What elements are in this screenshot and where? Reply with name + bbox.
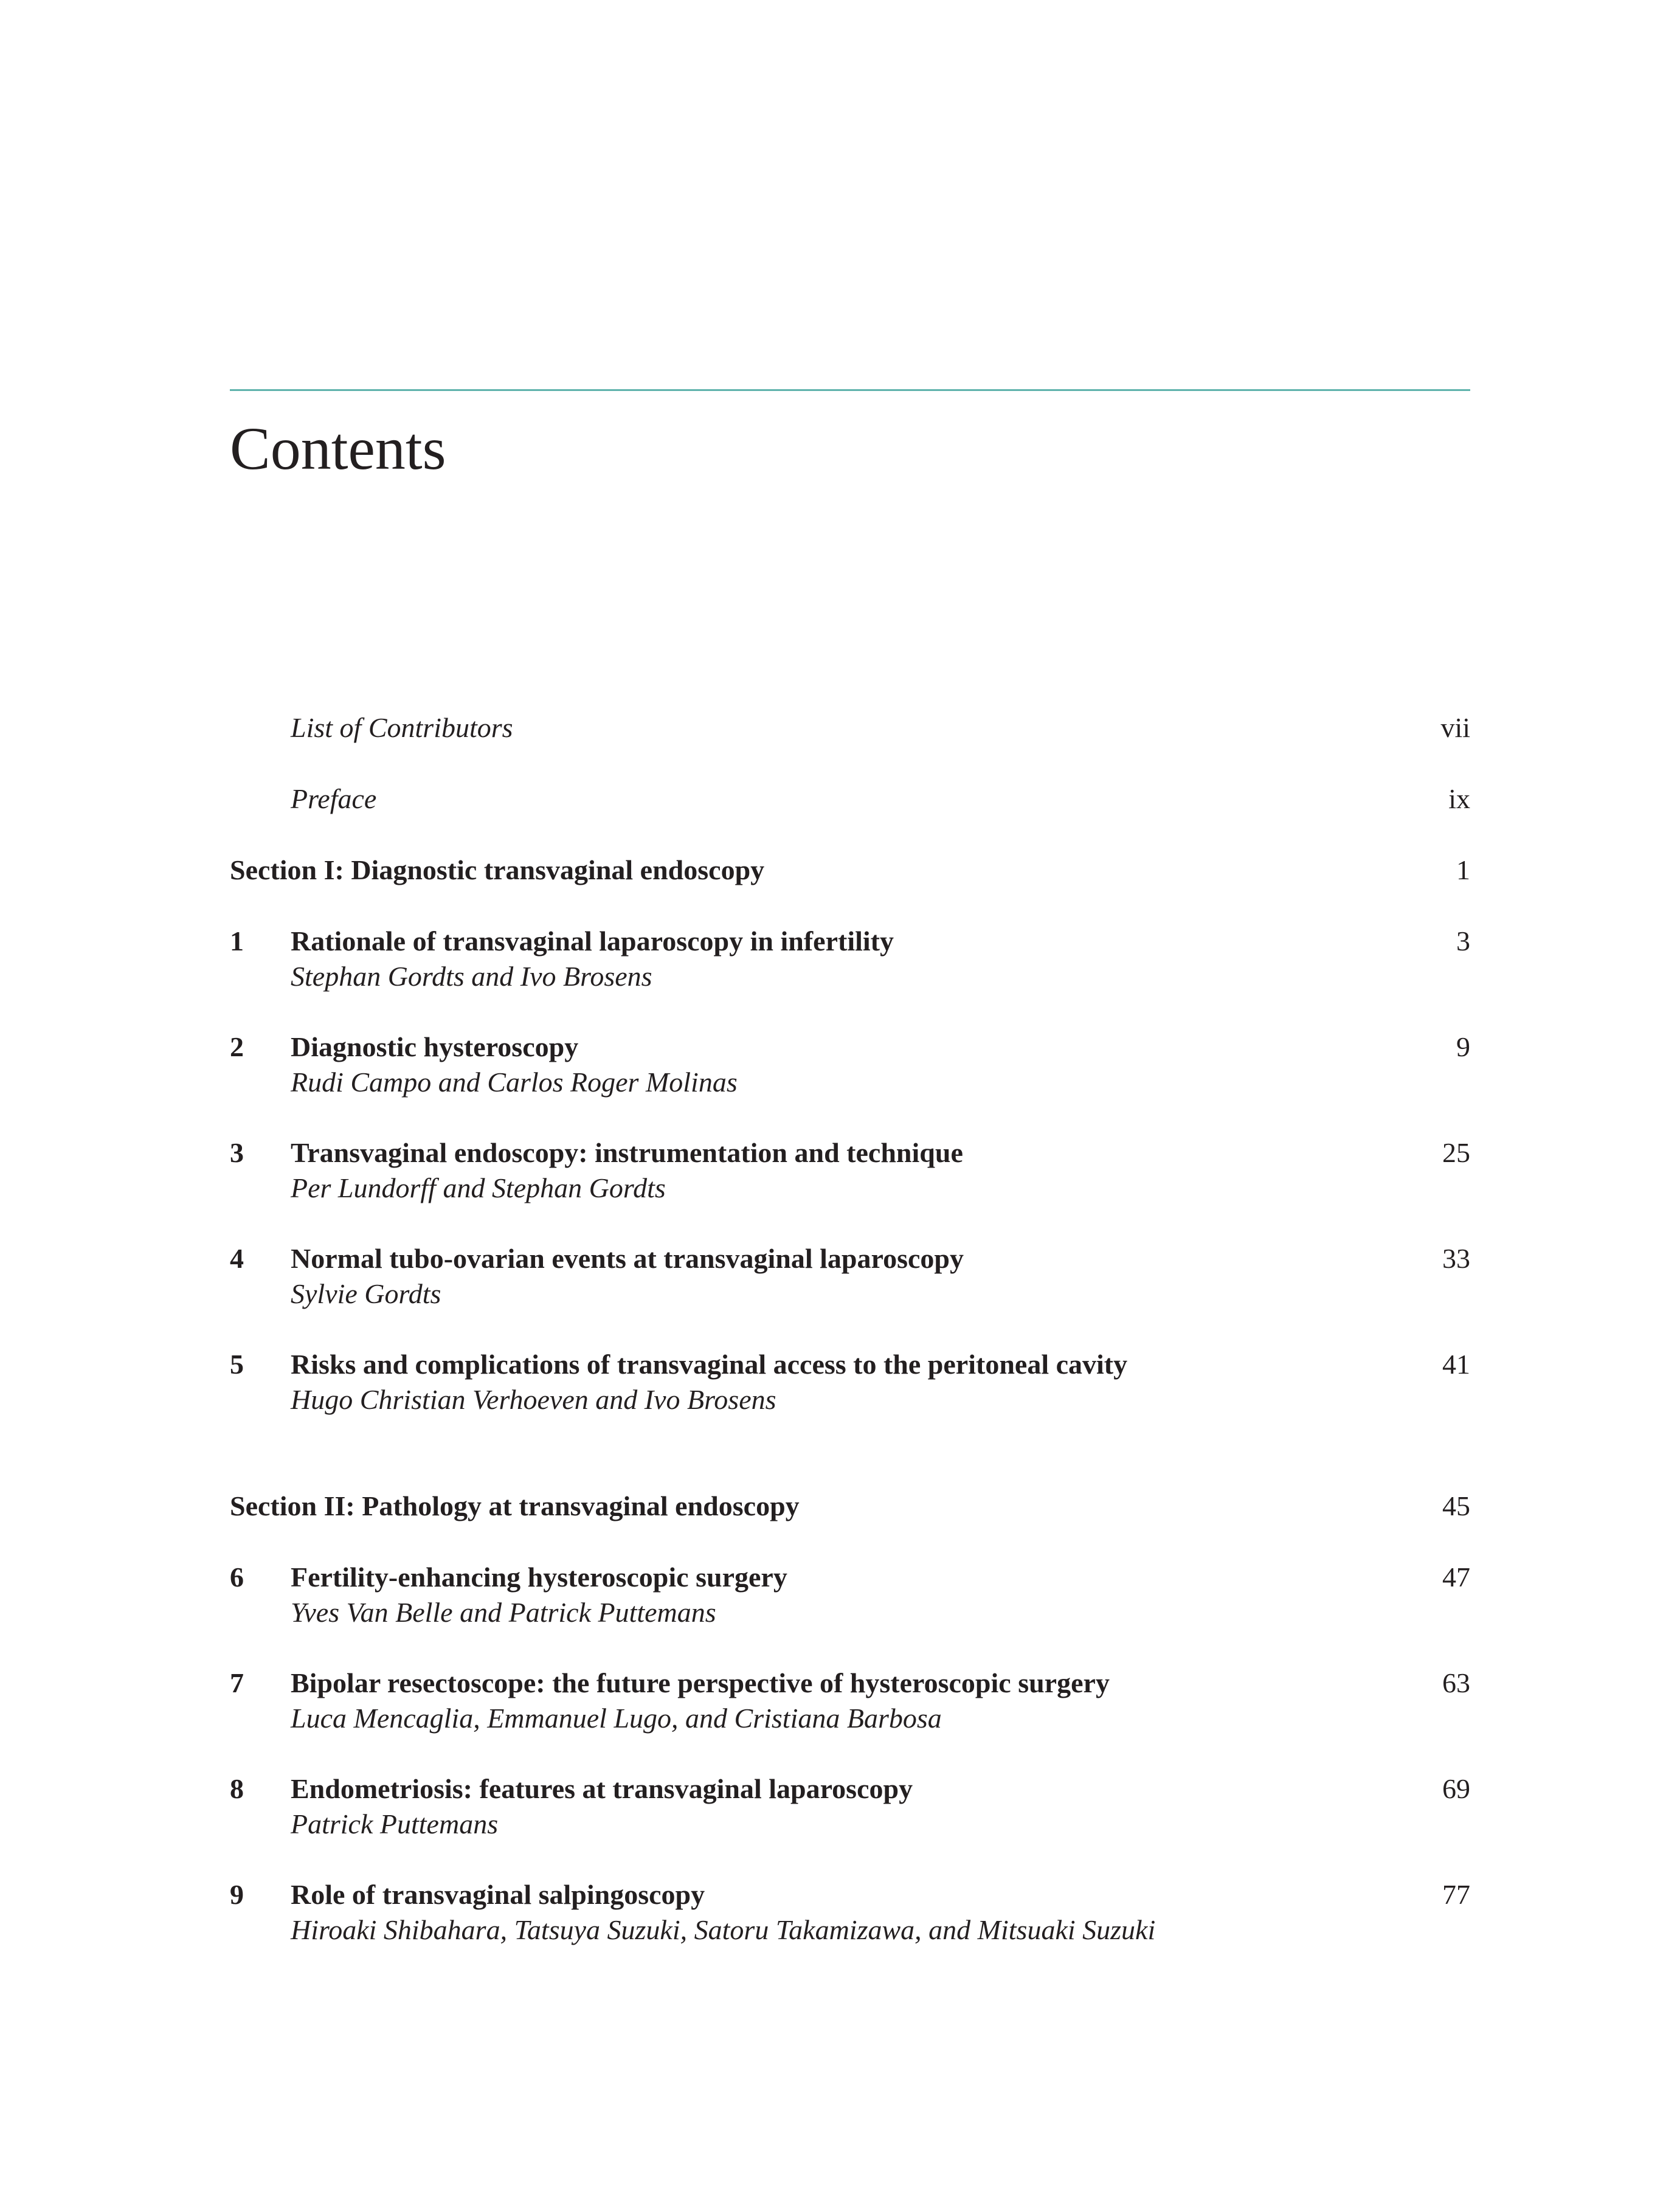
chapter-number: 6 [230,1562,244,1593]
toc-chapter-5 [230,1347,1470,1426]
chapter-authors: Per Lundorff and Stephan Gordts [291,1172,666,1203]
toc-page-number: 25 [1442,1137,1470,1168]
toc-page-number: 3 [1456,926,1470,957]
toc-entry-title: List of Contributors [291,712,513,743]
toc-chapter-9 [230,1877,1470,1956]
toc-page-number: 45 [1442,1490,1470,1521]
chapter-title: Bipolar resectoscope: the future perspective of hysteroscopic surgery [291,1667,1110,1698]
chapter-number: 3 [230,1137,244,1168]
chapter-title: Normal tubo-ovarian events at transvaginal laparoscopy [291,1243,964,1274]
toc-page-number: 9 [1456,1031,1470,1062]
chapter-authors: Luca Mencaglia, Emmanuel Lugo, and Cristiana Barbosa [291,1703,942,1734]
toc-page-number: 77 [1442,1879,1470,1910]
toc-chapter-7 [230,1666,1470,1745]
toc-chapter-3 [230,1135,1470,1214]
toc-page-number: 33 [1442,1243,1470,1274]
toc-chapter-6 [230,1560,1470,1639]
section-title: Section I: Diagnostic transvaginal endoscopy [230,854,765,885]
toc-page-number: 47 [1442,1562,1470,1593]
chapter-authors: Sylvie Gordts [291,1278,441,1309]
chapter-title: Role of transvaginal salpingoscopy [291,1879,705,1910]
toc-front-matter-contributors [230,710,1470,789]
toc-chapter-4 [230,1241,1470,1320]
toc-page-number: 1 [1456,854,1470,885]
chapter-title: Fertility-enhancing hysteroscopic surgery [291,1562,787,1593]
chapter-authors: Stephan Gordts and Ivo Brosens [291,961,652,992]
chapter-title: Rationale of transvaginal laparoscopy in infertility [291,926,894,957]
toc-page-number: 41 [1442,1349,1470,1380]
page-title: Contents [230,415,446,482]
chapter-number: 4 [230,1243,244,1274]
chapter-authors: Yves Van Belle and Patrick Puttemans [291,1597,716,1628]
chapter-authors: Hugo Christian Verhoeven and Ivo Brosens [291,1384,776,1415]
chapter-authors: Rudi Campo and Carlos Roger Molinas [291,1067,738,1098]
chapter-number: 5 [230,1349,244,1380]
chapter-title: Endometriosis: features at transvaginal laparoscopy [291,1773,913,1804]
chapter-number: 9 [230,1879,244,1910]
toc-chapter-1 [230,924,1470,1003]
chapter-authors: Patrick Puttemans [291,1808,499,1839]
chapter-number: 1 [230,926,244,957]
toc-page-number: 63 [1442,1667,1470,1698]
chapter-title: Risks and complications of transvaginal access to the peritoneal cavity [291,1349,1128,1380]
chapter-title: Transvaginal endoscopy: instrumentation and technique [291,1137,963,1168]
toc-chapter-8 [230,1771,1470,1850]
toc-section-1-heading [230,853,1470,932]
toc-entry-title: Preface [291,783,377,814]
toc-chapter-2 [230,1029,1470,1109]
chapter-title: Diagnostic hysteroscopy [291,1031,579,1062]
chapter-number: 2 [230,1031,244,1062]
toc-front-matter-preface [230,781,1470,860]
toc-page-number: ix [1448,783,1470,814]
section-title: Section II: Pathology at transvaginal endoscopy [230,1490,800,1521]
chapter-number: 7 [230,1667,244,1698]
toc-page-number: vii [1440,712,1470,743]
chapter-authors: Hiroaki Shibahara, Tatsuya Suzuki, Satoru Takamizawa, and Mitsuaki Suzuki [291,1914,1156,1945]
toc-section-2-heading [230,1489,1470,1568]
toc-page-number: 69 [1442,1773,1470,1804]
chapter-number: 8 [230,1773,244,1804]
